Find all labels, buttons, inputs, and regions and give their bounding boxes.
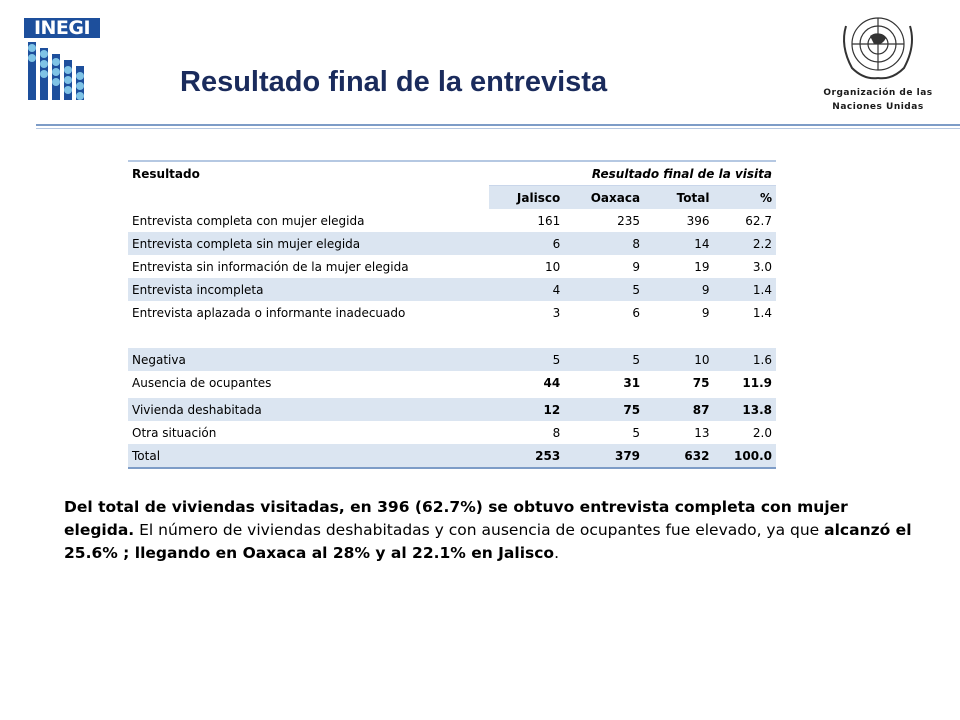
cell: 1.4 xyxy=(752,305,772,320)
cell: 13.8 xyxy=(713,398,776,421)
cell: 9 xyxy=(701,305,710,320)
table-row xyxy=(128,398,776,421)
cell: 1.4 xyxy=(713,278,776,301)
cell: 8 xyxy=(552,425,561,440)
header-divider-secondary xyxy=(36,128,960,129)
row-label: Negativa xyxy=(128,348,489,371)
cell: 11.9 xyxy=(742,375,772,390)
cell: 5 xyxy=(489,348,564,371)
cell: 75 xyxy=(692,375,710,390)
table-row xyxy=(128,278,776,301)
row-label: Entrevista sin información de la mujer elegida xyxy=(132,259,409,274)
column-header-blank xyxy=(128,186,489,210)
cell: 75 xyxy=(564,398,644,421)
cell: 5 xyxy=(564,278,644,301)
cell: 10 xyxy=(644,348,713,371)
row-label: Vivienda deshabitada xyxy=(128,398,489,421)
summary-text-1: El número de viviendas deshabitadas y con ausencia de ocupantes fue elevado, ya que xyxy=(134,521,825,539)
table-row xyxy=(128,348,776,371)
cell: 14 xyxy=(644,232,713,255)
cell: 3 xyxy=(552,305,561,320)
cell: 44 xyxy=(543,375,561,390)
cell: 3.0 xyxy=(752,259,772,274)
cell: 5 xyxy=(564,348,644,371)
cell: 8 xyxy=(564,232,644,255)
abacus-icon xyxy=(28,42,98,102)
table-header-row xyxy=(128,161,776,186)
cell: 1.6 xyxy=(713,348,776,371)
un-logo-line1: Organización de las xyxy=(823,88,933,98)
cell: 161 xyxy=(537,213,561,228)
cell: 253 xyxy=(489,444,564,468)
cell: 19 xyxy=(694,259,710,274)
cell: 6 xyxy=(632,305,641,320)
column-header: Jalisco xyxy=(489,186,564,210)
summary-paragraph xyxy=(64,496,914,565)
un-logo xyxy=(812,6,944,122)
cell: 632 xyxy=(644,444,713,468)
table-row xyxy=(128,232,776,255)
cell: 87 xyxy=(644,398,713,421)
row-header: Resultado xyxy=(128,161,489,186)
cell: 379 xyxy=(564,444,644,468)
cell: 4 xyxy=(489,278,564,301)
table-row xyxy=(128,421,776,444)
column-header: Oaxaca xyxy=(564,186,644,210)
row-label: Entrevista incompleta xyxy=(128,278,489,301)
column-header: Total xyxy=(644,186,713,210)
cell: 5 xyxy=(632,425,641,440)
row-label: Entrevista completa con mujer elegida xyxy=(132,213,365,228)
column-header: % xyxy=(713,186,776,210)
cell: 235 xyxy=(617,213,641,228)
row-label: Entrevista aplazada o informante inadecuado xyxy=(132,305,406,320)
summary-text-2: . xyxy=(554,544,560,562)
cell: 31 xyxy=(623,375,641,390)
table-spacer xyxy=(128,324,776,348)
header-divider xyxy=(36,124,960,126)
table-row xyxy=(128,301,776,324)
row-label: Entrevista completa sin mujer elegida xyxy=(128,232,489,255)
un-logo-line2: Naciones Unidas xyxy=(832,102,924,112)
summary-bold-1: Del total de viviendas visitadas, en 396 (62.7%) se obtuvo entrevista completa con mujer elegida. xyxy=(64,498,848,539)
row-label: Total xyxy=(128,444,489,468)
cell: 2.0 xyxy=(752,425,772,440)
cell: 10 xyxy=(544,259,561,274)
table-row xyxy=(128,255,776,278)
cell: 6 xyxy=(489,232,564,255)
row-label: Otra situación xyxy=(132,425,217,440)
spacer-cell xyxy=(128,324,776,348)
cell: 100.0 xyxy=(713,444,776,468)
cell: 9 xyxy=(632,259,641,274)
row-label: Ausencia de ocupantes xyxy=(132,375,272,390)
cell: 9 xyxy=(644,278,713,301)
cell: 396 xyxy=(686,213,710,228)
table-total-row xyxy=(128,444,776,468)
summary-bold-2: alcanzó el 25.6% ; llegando en Oaxaca al 28% y al 22.1% en Jalisco xyxy=(64,521,912,562)
cell: 2.2 xyxy=(713,232,776,255)
un-logo-text xyxy=(812,86,944,114)
group-header: Resultado final de la visita xyxy=(489,161,776,186)
results-table xyxy=(128,160,776,469)
cell: 13 xyxy=(694,425,710,440)
inegi-logo-text: INEGI xyxy=(24,18,100,38)
cell: 62.7 xyxy=(745,213,772,228)
table-column-row xyxy=(128,186,776,210)
un-emblem-icon xyxy=(812,6,944,86)
page-title: Resultado final de la entrevista xyxy=(180,66,608,98)
table-row xyxy=(128,371,776,394)
inegi-logo xyxy=(24,18,100,104)
cell: 12 xyxy=(489,398,564,421)
table-row xyxy=(128,209,776,232)
